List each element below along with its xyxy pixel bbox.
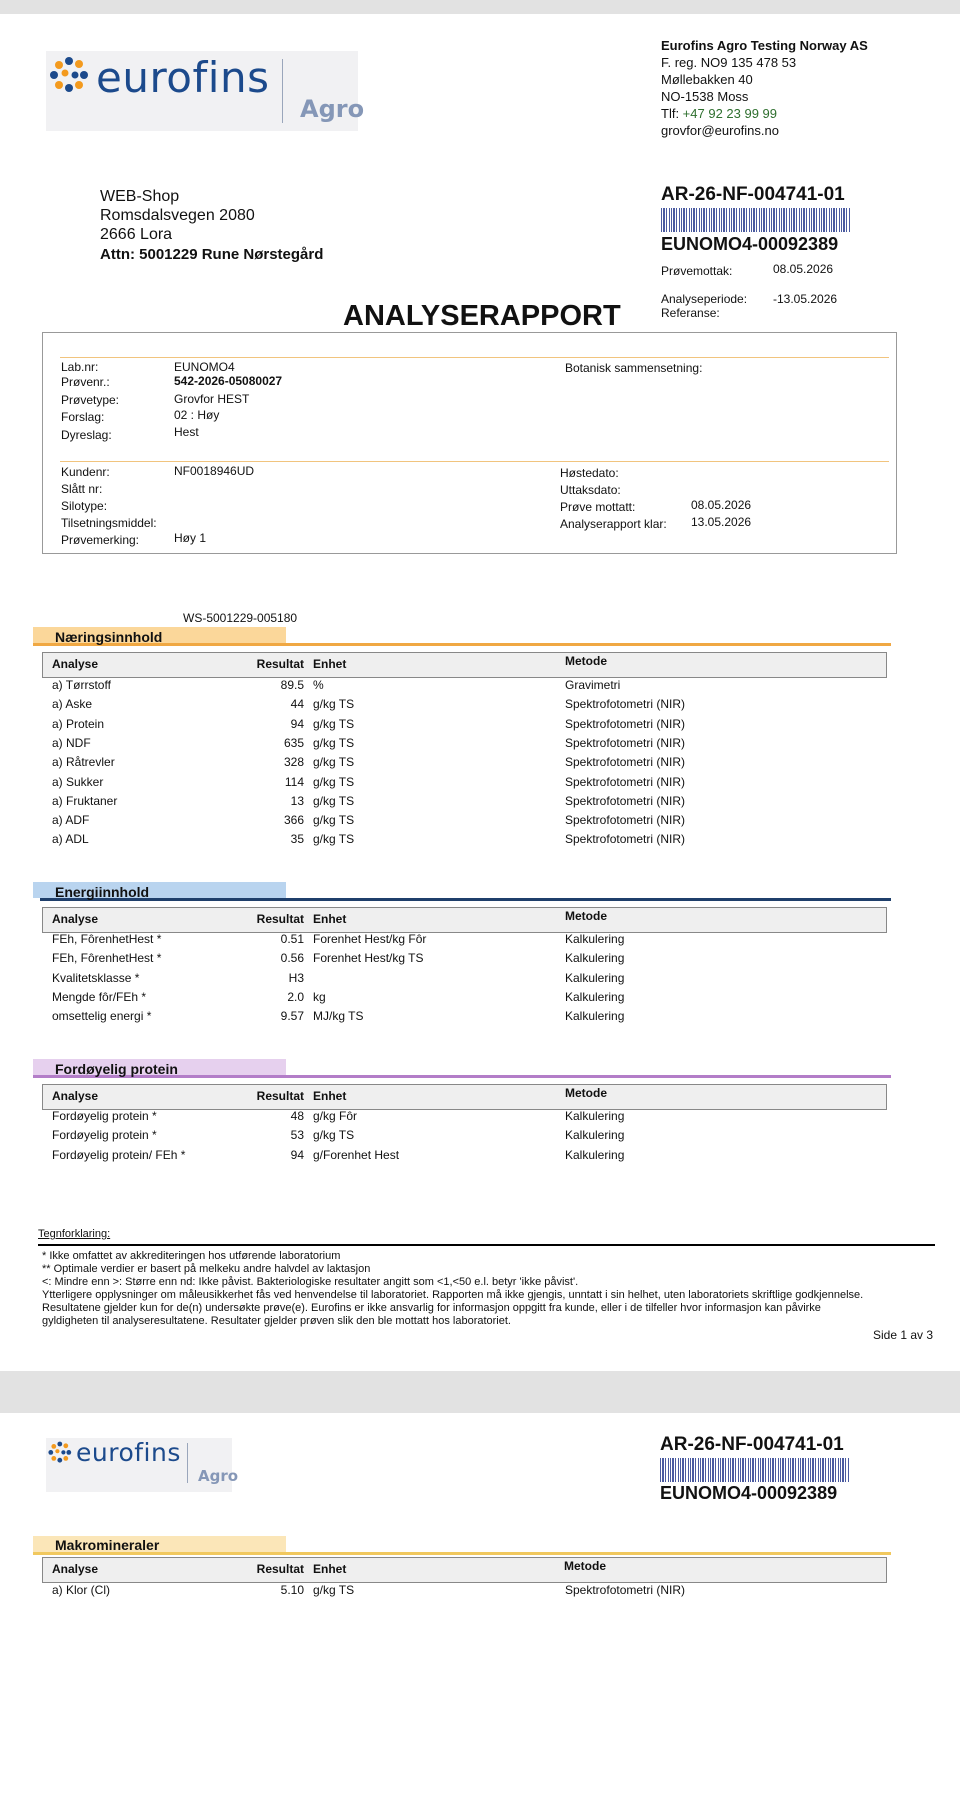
hostedato-label: Høstedato:	[560, 466, 619, 480]
legend-line-5: Resultatene gjelder kun for de(n) undersøkte prøve(e). Eurofins er ikke ansvarlig for informasjon oppgitt fra kunde, eller i de tilfeller hvor informasjon kan påvirke	[42, 1302, 821, 1314]
cell-resultat: 5.10	[280, 1583, 304, 1597]
provemottak-value: 08.05.2026	[773, 262, 834, 276]
slatt-label: Slått nr:	[61, 482, 103, 496]
cell-enhet: %	[313, 678, 324, 692]
cell-analyse: a) Sukker	[52, 774, 104, 789]
cell-resultat: 114	[284, 774, 304, 789]
analyserapport-klar-value: 13.05.2026	[691, 515, 752, 529]
prove-mottatt-value: 08.05.2026	[691, 498, 752, 512]
makro-table-header	[42, 1557, 887, 1583]
company-reg: F. reg. NO9 135 478 53	[661, 55, 797, 70]
uttaksdato-label: Uttaksdato:	[560, 483, 621, 497]
col-enhet: Enhet	[313, 1089, 347, 1103]
cell-resultat: 89.5	[280, 678, 304, 692]
phone-label: Tlf:	[661, 106, 683, 121]
prove-mottatt-label: Prøve mottatt:	[560, 500, 636, 514]
col-metode: Metode	[565, 654, 607, 668]
cell-resultat: 366	[283, 813, 304, 828]
silotype-label: Silotype:	[61, 499, 108, 513]
cell-enhet: g/kg TS	[313, 755, 355, 770]
cell-analyse: a) NDF	[52, 735, 91, 750]
analyseperiode-value: -13.05.2026	[773, 292, 838, 306]
legend-rule	[38, 1244, 935, 1246]
cell-metode: Spektrofotometri (NIR)	[565, 793, 686, 808]
cell-resultat: 635	[283, 735, 304, 750]
cell-resultat: 2.0	[287, 989, 304, 1004]
kundenr-value: NF0018946UD	[174, 464, 255, 478]
cell-metode: Kalkulering	[565, 1128, 625, 1143]
tilsetning-label: Tilsetningsmiddel:	[61, 516, 157, 530]
company-street: Møllebakken 40	[661, 72, 753, 87]
cell-enhet: Forenhet Hest/kg Fôr	[313, 932, 427, 946]
cell-metode: Kalkulering	[565, 1147, 625, 1162]
provenr-label: Prøvenr.:	[61, 375, 110, 389]
company-postal: NO-1538 Moss	[661, 89, 749, 104]
col-metode: Metode	[564, 1559, 606, 1573]
cell-metode: Kalkulering	[565, 1009, 625, 1024]
cell-enhet: kg	[313, 989, 326, 1004]
energi-table-header	[42, 907, 887, 933]
cell-metode: Spektrofotometri (NIR)	[565, 716, 686, 731]
legend-line-2: ** Optimale verdier er basert på melkeku andre halvdel av laktasjon	[42, 1263, 371, 1275]
referanse-label: Referanse:	[661, 306, 720, 320]
cell-metode: Spektrofotometri (NIR)	[565, 1583, 686, 1597]
cell-analyse: Kvalitetsklasse *	[52, 970, 140, 985]
provenr-value: 542-2026-05080027	[174, 374, 283, 388]
company-name: Eurofins Agro Testing Norway AS	[661, 38, 868, 53]
recipient-attn: Attn: 5001229 Rune Nørstegård	[100, 246, 324, 263]
logo-divider	[187, 1443, 188, 1483]
provetype-value: Grovfor HEST	[174, 392, 250, 406]
cell-resultat: 94	[290, 1147, 304, 1162]
cell-enhet: g/kg TS	[313, 1128, 355, 1143]
forslag-value: 02 : Høy	[174, 408, 220, 422]
col-analyse: Analyse	[52, 1562, 99, 1576]
cell-analyse: a) ADL	[52, 832, 89, 847]
report-title: ANALYSERAPPORT	[343, 300, 621, 332]
recipient-line3: 2666 Lora	[100, 226, 173, 243]
report-page-1	[0, 14, 960, 1371]
cell-analyse: Fordøyelig protein *	[52, 1128, 157, 1143]
cell-analyse: Mengde fôr/FEh *	[52, 989, 147, 1004]
info-divider-top	[60, 357, 889, 358]
makro-rule	[33, 1552, 891, 1555]
legend-line-4: Ytterligere opplysninger om måleusikkerhet fås ved henvendelse til laboratoriet. Rapporten må ikke gjengis, unntatt i sin helhet, uten laboratoriets skriftlige godkjennelse.	[42, 1289, 864, 1301]
col-enhet: Enhet	[313, 657, 347, 671]
sample-id: EUNOMO4-00092389	[660, 1483, 838, 1503]
sample-id: EUNOMO4-00092389	[661, 234, 839, 254]
logo-wordmark: eurofins	[76, 1438, 181, 1467]
cell-analyse: a) Protein	[52, 716, 105, 731]
cell-analyse: a) Råtrevler	[52, 755, 115, 770]
naring-table-header	[42, 652, 887, 678]
barcode	[661, 208, 851, 232]
cell-enhet: g/kg TS	[313, 716, 355, 731]
logo-divider	[282, 59, 283, 123]
cell-resultat: 0.51	[280, 932, 304, 946]
labnr-value: EUNOMO4	[174, 360, 235, 374]
cell-metode: Kalkulering	[565, 932, 625, 946]
col-metode: Metode	[565, 1086, 607, 1100]
company-email: grovfor@eurofins.no	[661, 123, 779, 138]
dyreslag-value: Hest	[174, 425, 199, 439]
report-id: AR-26-NF-004741-01	[660, 1434, 844, 1455]
recipient-line1: WEB-Shop	[100, 188, 180, 205]
cell-enhet: MJ/kg TS	[313, 1009, 364, 1024]
botanisk-label: Botanisk sammensetning:	[565, 361, 703, 375]
barcode	[660, 1458, 850, 1482]
logo-wordmark: eurofins	[96, 53, 270, 102]
cell-enhet: g/kg TS	[313, 774, 355, 789]
col-analyse: Analyse	[52, 657, 99, 671]
legend-title: Tegnforklaring:	[38, 1228, 111, 1240]
legend-line-1: * Ikke omfattet av akkrediteringen hos utførende laboratorium	[42, 1250, 341, 1262]
cell-enhet: g/kg TS	[313, 793, 355, 808]
cell-analyse: FEh, FôrenhetHest *	[52, 932, 162, 946]
cell-enhet: g/kg TS	[313, 735, 355, 750]
eurofins-dots-icon	[46, 51, 96, 101]
cell-metode: Kalkulering	[565, 970, 625, 985]
cell-enhet: g/Forenhet Hest	[313, 1147, 400, 1162]
kundenr-label: Kundenr:	[61, 465, 110, 479]
analyserapport-klar-label: Analyserapport klar:	[560, 517, 667, 531]
logo-sub: Agro	[300, 95, 365, 123]
cell-enhet: g/kg Fôr	[313, 1109, 358, 1123]
cell-analyse: Fordøyelig protein *	[52, 1109, 157, 1123]
col-resultat: Resultat	[256, 912, 304, 926]
col-resultat: Resultat	[256, 657, 304, 671]
makro-title: Makromineraler	[55, 1537, 160, 1553]
cell-resultat: 35	[290, 832, 304, 847]
cell-enhet: g/kg TS	[313, 832, 355, 847]
cell-resultat: 13	[290, 793, 304, 808]
col-enhet: Enhet	[313, 912, 347, 926]
cell-resultat: 0.56	[280, 951, 304, 966]
logo-sub: Agro	[198, 1467, 239, 1485]
cell-resultat: 48	[290, 1109, 304, 1123]
phone-number: +47 92 23 99 99	[682, 106, 778, 121]
cell-metode: Spektrofotometri (NIR)	[565, 735, 686, 750]
cell-metode: Spektrofotometri (NIR)	[565, 697, 686, 712]
cell-enhet: Forenhet Hest/kg TS	[313, 951, 424, 966]
col-enhet: Enhet	[313, 1562, 347, 1576]
cell-analyse: a) Tørrstoff	[52, 678, 111, 692]
cell-resultat: H3	[288, 970, 304, 985]
cell-resultat: 44	[290, 697, 304, 712]
provetype-label: Prøvetype:	[61, 393, 120, 407]
cell-metode: Kalkulering	[565, 951, 625, 966]
cell-metode: Gravimetri	[565, 678, 621, 692]
cell-metode: Spektrofotometri (NIR)	[565, 755, 686, 770]
col-resultat: Resultat	[256, 1089, 304, 1103]
naring-title: Næringsinnhold	[55, 629, 163, 645]
legend-line-6: gyldigheten til analyseresultatene. Resultater gjelder prøven slik den ble mottatt hos laboratoriet.	[42, 1315, 511, 1327]
page-number: Side 1 av 3	[873, 1328, 934, 1342]
col-analyse: Analyse	[52, 912, 99, 926]
provemerking-label: Prøvemerking:	[61, 533, 140, 547]
cell-metode: Spektrofotometri (NIR)	[565, 813, 686, 828]
col-analyse: Analyse	[52, 1089, 99, 1103]
cell-analyse: a) Fruktaner	[52, 793, 118, 808]
provemottak-label: Prøvemottak:	[661, 264, 733, 278]
col-metode: Metode	[565, 909, 607, 923]
ws-reference: WS-5001229-005180	[183, 611, 298, 625]
recipient-line2: Romsdalsvegen 2080	[100, 207, 255, 224]
cell-analyse: a) Klor (Cl)	[52, 1583, 111, 1597]
forslag-label: Forslag:	[61, 410, 105, 424]
sample-info-box	[42, 332, 897, 554]
provemerking-value: Høy 1	[174, 531, 207, 545]
protein-title: Fordøyelig protein	[55, 1061, 178, 1077]
cell-resultat: 53	[290, 1128, 304, 1143]
cell-resultat: 9.57	[280, 1009, 304, 1024]
cell-analyse: a) Aske	[52, 697, 93, 712]
dyreslag-label: Dyreslag:	[61, 428, 112, 442]
cell-enhet: g/kg TS	[313, 697, 355, 712]
cell-metode: Kalkulering	[565, 989, 625, 1004]
analyseperiode-label: Analyseperiode:	[661, 292, 748, 306]
energi-rule	[40, 898, 891, 901]
legend-line-3: <: Mindre enn >: Større enn nd: Ikke påvist. Bakteriologiske resultater angitt som <1,<50 e.l. betyr 'ikke påvist'.	[42, 1276, 579, 1288]
protein-table-header	[42, 1084, 887, 1110]
cell-analyse: Fordøyelig protein/ FEh *	[52, 1147, 186, 1162]
company-phone	[661, 106, 777, 122]
cell-resultat: 328	[283, 755, 304, 770]
cell-resultat: 94	[290, 716, 304, 731]
eurofins-logo	[46, 1438, 239, 1492]
report-id: AR-26-NF-004741-01	[661, 184, 845, 205]
cell-analyse: FEh, FôrenhetHest *	[52, 951, 162, 966]
cell-enhet: g/kg TS	[313, 1583, 355, 1597]
cell-metode: Spektrofotometri (NIR)	[565, 832, 686, 847]
labnr-label: Lab.nr:	[61, 360, 99, 374]
cell-analyse: omsettelig energi *	[52, 1009, 152, 1024]
cell-metode: Kalkulering	[565, 1109, 625, 1123]
cell-analyse: a) ADF	[52, 813, 90, 828]
cell-metode: Spektrofotometri (NIR)	[565, 774, 686, 789]
eurofins-logo	[46, 51, 365, 131]
eurofins-dots-icon	[46, 1438, 76, 1468]
report-page-2	[0, 1413, 960, 1805]
cell-enhet: g/kg TS	[313, 813, 355, 828]
col-resultat: Resultat	[256, 1562, 304, 1576]
energi-title: Energiinnhold	[55, 884, 150, 900]
info-divider-mid	[60, 461, 889, 462]
